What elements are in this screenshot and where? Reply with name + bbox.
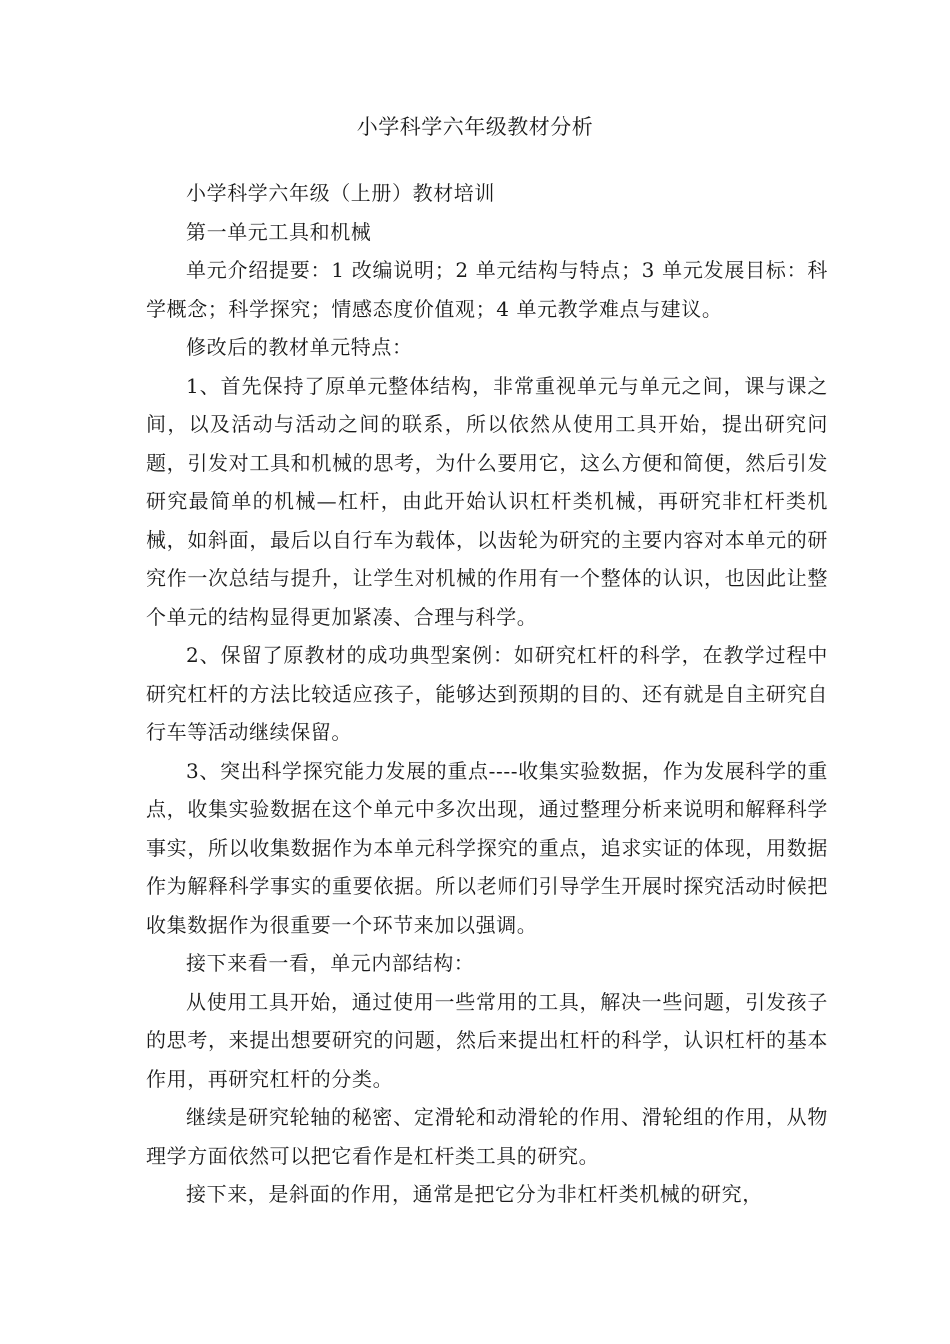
document-title: 小学科学六年级教材分析	[356, 115, 594, 139]
feature-2-paragraph: 2、保留了原教材的成功典型案例：如研究杠杆的科学，在教学过程中研究杠杆的方法比较适应孩子，能够达到预期的目的、还有就是自主研究自行车等活动继续保留。	[146, 643, 828, 744]
features-heading: 修改后的教材单元特点：	[186, 335, 413, 359]
document-body	[146, 174, 828, 1214]
structure-heading: 接下来看一看，单元内部结构：	[186, 951, 475, 975]
structure-paragraph-1: 从使用工具开始，通过使用一些常用的工具，解决一些问题，引发孩子的思考，来提出想要研究的问题，然后来提出杠杆的科学，认识杠杆的基本作用，再研究杠杆的分类。	[146, 989, 828, 1091]
feature-1-paragraph: 1、首先保持了原单元整体结构，非常重视单元与单元之间，课与课之间，以及活动与活动之间的联系，所以依然从使用工具开始，提出研究问题，引发对工具和机械的思考，为什么要用它，这么方便和简便，然后引发研究最简单的机械—杠杆，由此开始认识杠杆类机械，再研究非杠杆类机械，如斜面，最后以自行车为载体，以齿轮为研究的主要内容对本单元的研究作一次总结与提升，让学生对机械的作用有一个整体的认识，也因此让整个单元的结构显得更加紧凑、合理与科学。	[146, 373, 828, 629]
feature-3-paragraph: 3、突出科学探究能力发展的重点----收集实验数据，作为发展科学的重点，收集实验数据在这个单元中多次出现，通过整理分析来说明和解释科学事实，所以收集数据作为本单元科学探究的重点，追求实证的体现，用数据作为解释科学事实的重要依据。所以老师们引导学生开展时探究活动时候把收集数据作为很重要一个环节来加以强调。	[146, 758, 828, 937]
structure-paragraph-3: 接下来，是斜面的作用，通常是把它分为非杠杆类机械的研究，	[186, 1182, 763, 1206]
unit-heading: 第一单元工具和机械	[186, 219, 372, 244]
structure-paragraph-2: 继续是研究轮轴的秘密、定滑轮和动滑轮的作用、滑轮组的作用，从物理学方面依然可以把它看作是杠杆类工具的研究。	[146, 1105, 828, 1168]
training-heading: 小学科学六年级（上册）教材培训	[186, 181, 495, 205]
unit-summary-paragraph: 单元介绍提要：1 改编说明；2 单元结构与特点；3 单元发展目标：科学概念；科学探究；情感态度价值观；4 单元教学难点与建议。	[146, 258, 828, 321]
